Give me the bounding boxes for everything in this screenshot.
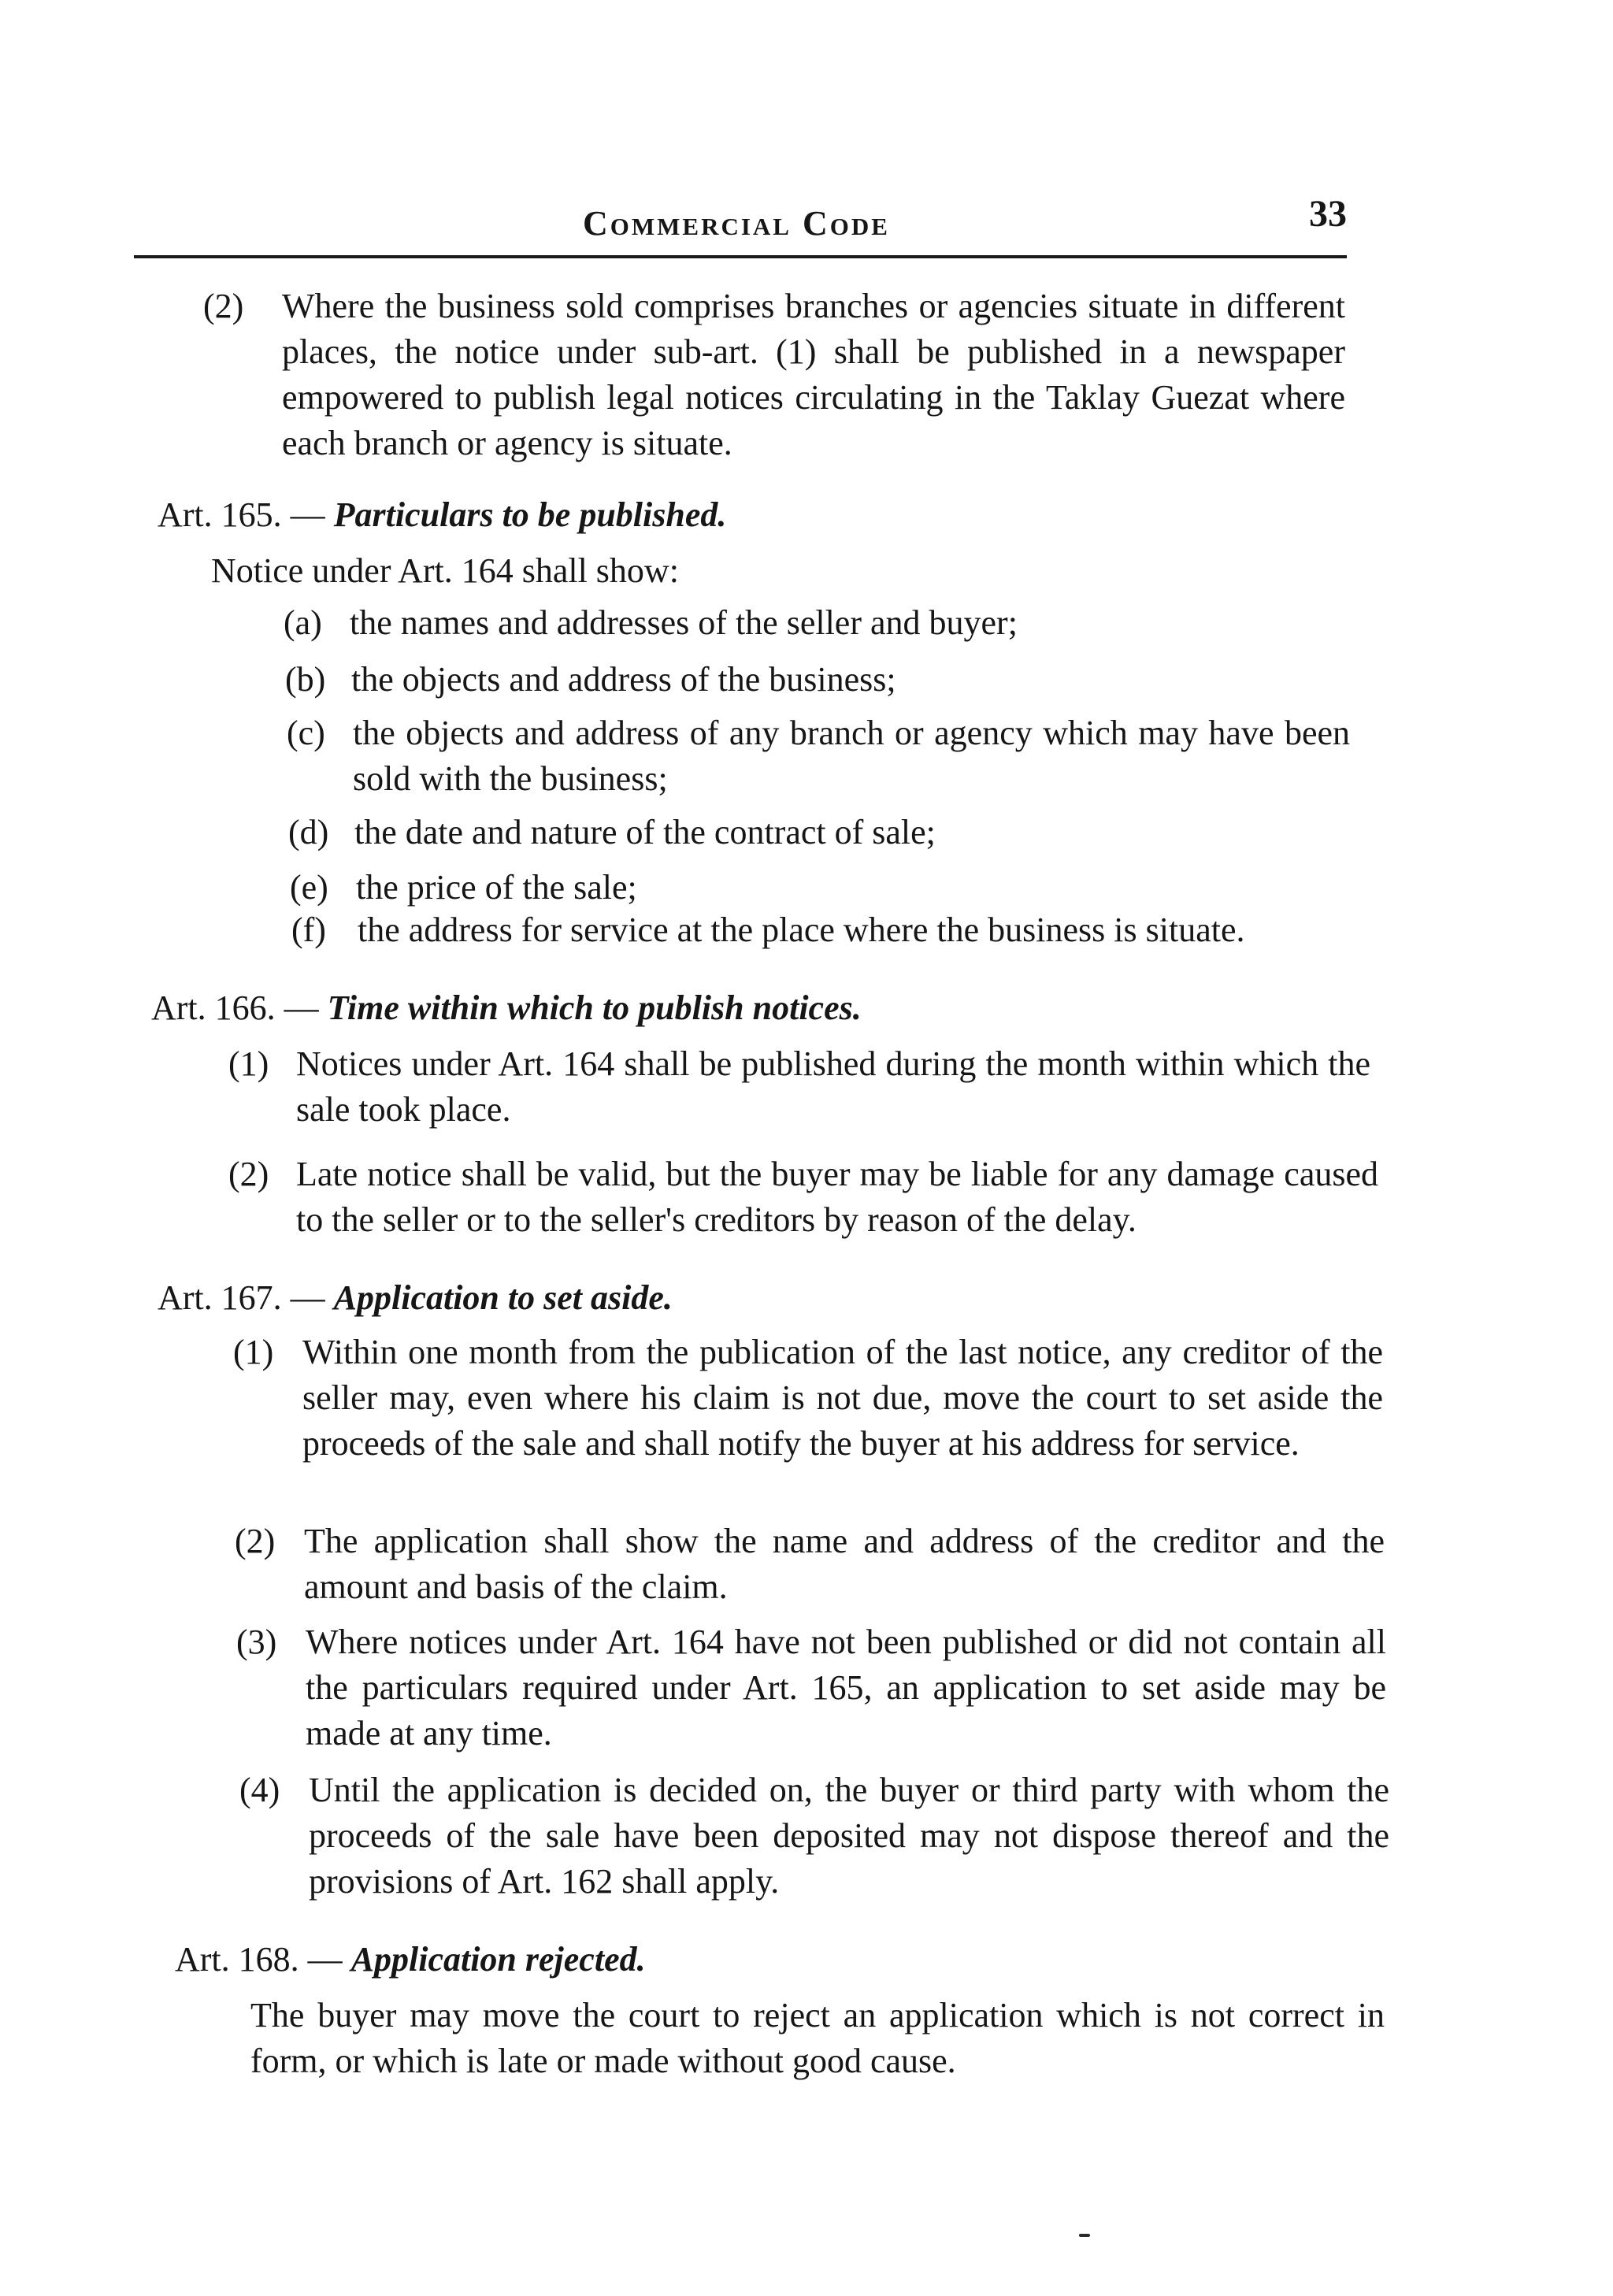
article-167-heading bbox=[158, 1278, 673, 1318]
paragraph-number: (4) bbox=[239, 1771, 280, 1809]
article-167-paragraph-1 bbox=[233, 1330, 1383, 1467]
paragraph-text: Until the application is decided on, the buyer or third party with whom the proceeds of the sale have been deposited may not dispose thereof and the provisions of Art. 162 shall apply. bbox=[309, 1771, 1389, 1901]
paragraph-text: Notices under Art. 164 shall be published during the month within which the sale took place. bbox=[296, 1044, 1370, 1129]
article-label: Art. 165. — bbox=[158, 495, 325, 534]
article-168-heading bbox=[175, 1939, 646, 1979]
paragraph-text: Where the business sold comprises branches or agencies situate in different places, the notice under sub-art. (1) shall be published in a newspaper empowered to publish legal notices circulating in the Taklay Guezat where each branch or agency is situate. bbox=[282, 287, 1345, 462]
item-number: (f) bbox=[291, 911, 326, 949]
art164-paragraph-2 bbox=[203, 284, 1345, 466]
article-165-item-a bbox=[284, 600, 1355, 646]
article-165-item-f bbox=[291, 907, 1394, 953]
item-text: the objects and address of the business; bbox=[351, 660, 896, 699]
article-166-paragraph-1 bbox=[228, 1041, 1370, 1133]
article-label: Art. 168. — bbox=[175, 1940, 343, 1979]
article-165-item-e bbox=[290, 865, 1361, 911]
paragraph-text: Where notices under Art. 164 have not been published or did not contain all the particulars required under Art. 165, an application to set aside may be made at any time. bbox=[306, 1623, 1386, 1753]
scan-mark bbox=[1079, 2234, 1090, 2237]
item-number: (d) bbox=[288, 813, 329, 851]
paragraph-number: (2) bbox=[228, 1155, 269, 1193]
running-title: Commercial Code bbox=[583, 204, 890, 243]
item-number: (c) bbox=[287, 714, 325, 752]
article-167-paragraph-3 bbox=[236, 1619, 1386, 1756]
item-text: the address for service at the place where the business is situate. bbox=[358, 911, 1245, 949]
article-title: Particulars to be published. bbox=[333, 495, 727, 534]
article-168-text: The buyer may move the court to reject an application which is not correct in form, or which is late or made without good cause. bbox=[250, 1996, 1385, 2080]
article-165-item-c bbox=[287, 710, 1350, 802]
paragraph-text: Late notice shall be valid, but the buyer may be liable for any damage caused to the seller or to the seller's creditors by reason of the delay. bbox=[296, 1155, 1378, 1239]
article-label: Art. 166. — bbox=[151, 989, 319, 1027]
article-title: Time within which to publish notices. bbox=[327, 989, 862, 1027]
paragraph-number: (1) bbox=[228, 1044, 269, 1083]
paragraph-text: The application shall show the name and address of the creditor and the amount and basis of the claim. bbox=[304, 1522, 1385, 1606]
article-166-paragraph-2 bbox=[228, 1152, 1378, 1243]
article-167-paragraph-2 bbox=[235, 1519, 1385, 1610]
item-text: the objects and address of any branch or agency which may have been sold with the business; bbox=[353, 714, 1350, 798]
article-165-item-d bbox=[288, 810, 1359, 855]
item-text: the date and nature of the contract of sale; bbox=[354, 813, 936, 851]
article-167-paragraph-4 bbox=[239, 1767, 1389, 1905]
item-number: (a) bbox=[284, 603, 322, 642]
page-number: 33 bbox=[1309, 193, 1347, 235]
item-number: (b) bbox=[285, 660, 326, 699]
item-number: (e) bbox=[290, 868, 328, 907]
paragraph-text: Within one month from the publication of the last notice, any creditor of the seller may, even where his claim is not due, move the court to set aside the proceeds of the sale and shall notify the buyer at his address for service. bbox=[302, 1333, 1383, 1463]
page-header bbox=[134, 186, 1347, 265]
header-rule bbox=[134, 255, 1347, 258]
article-165-heading bbox=[158, 495, 726, 535]
article-165-item-b bbox=[285, 657, 1356, 703]
paragraph-number: (3) bbox=[236, 1623, 277, 1661]
article-166-heading bbox=[151, 988, 862, 1028]
article-165-intro: Notice under Art. 164 shall show: bbox=[211, 551, 679, 590]
item-text: the price of the sale; bbox=[356, 868, 637, 907]
paragraph-number: (2) bbox=[203, 287, 244, 325]
article-title: Application rejected. bbox=[350, 1940, 646, 1979]
article-label: Art. 167. — bbox=[158, 1278, 325, 1317]
paragraph-number: (1) bbox=[233, 1333, 274, 1371]
paragraph-number: (2) bbox=[235, 1522, 276, 1560]
article-title: Application to set aside. bbox=[333, 1278, 673, 1317]
item-text: the names and addresses of the seller and buyer; bbox=[350, 603, 1018, 642]
